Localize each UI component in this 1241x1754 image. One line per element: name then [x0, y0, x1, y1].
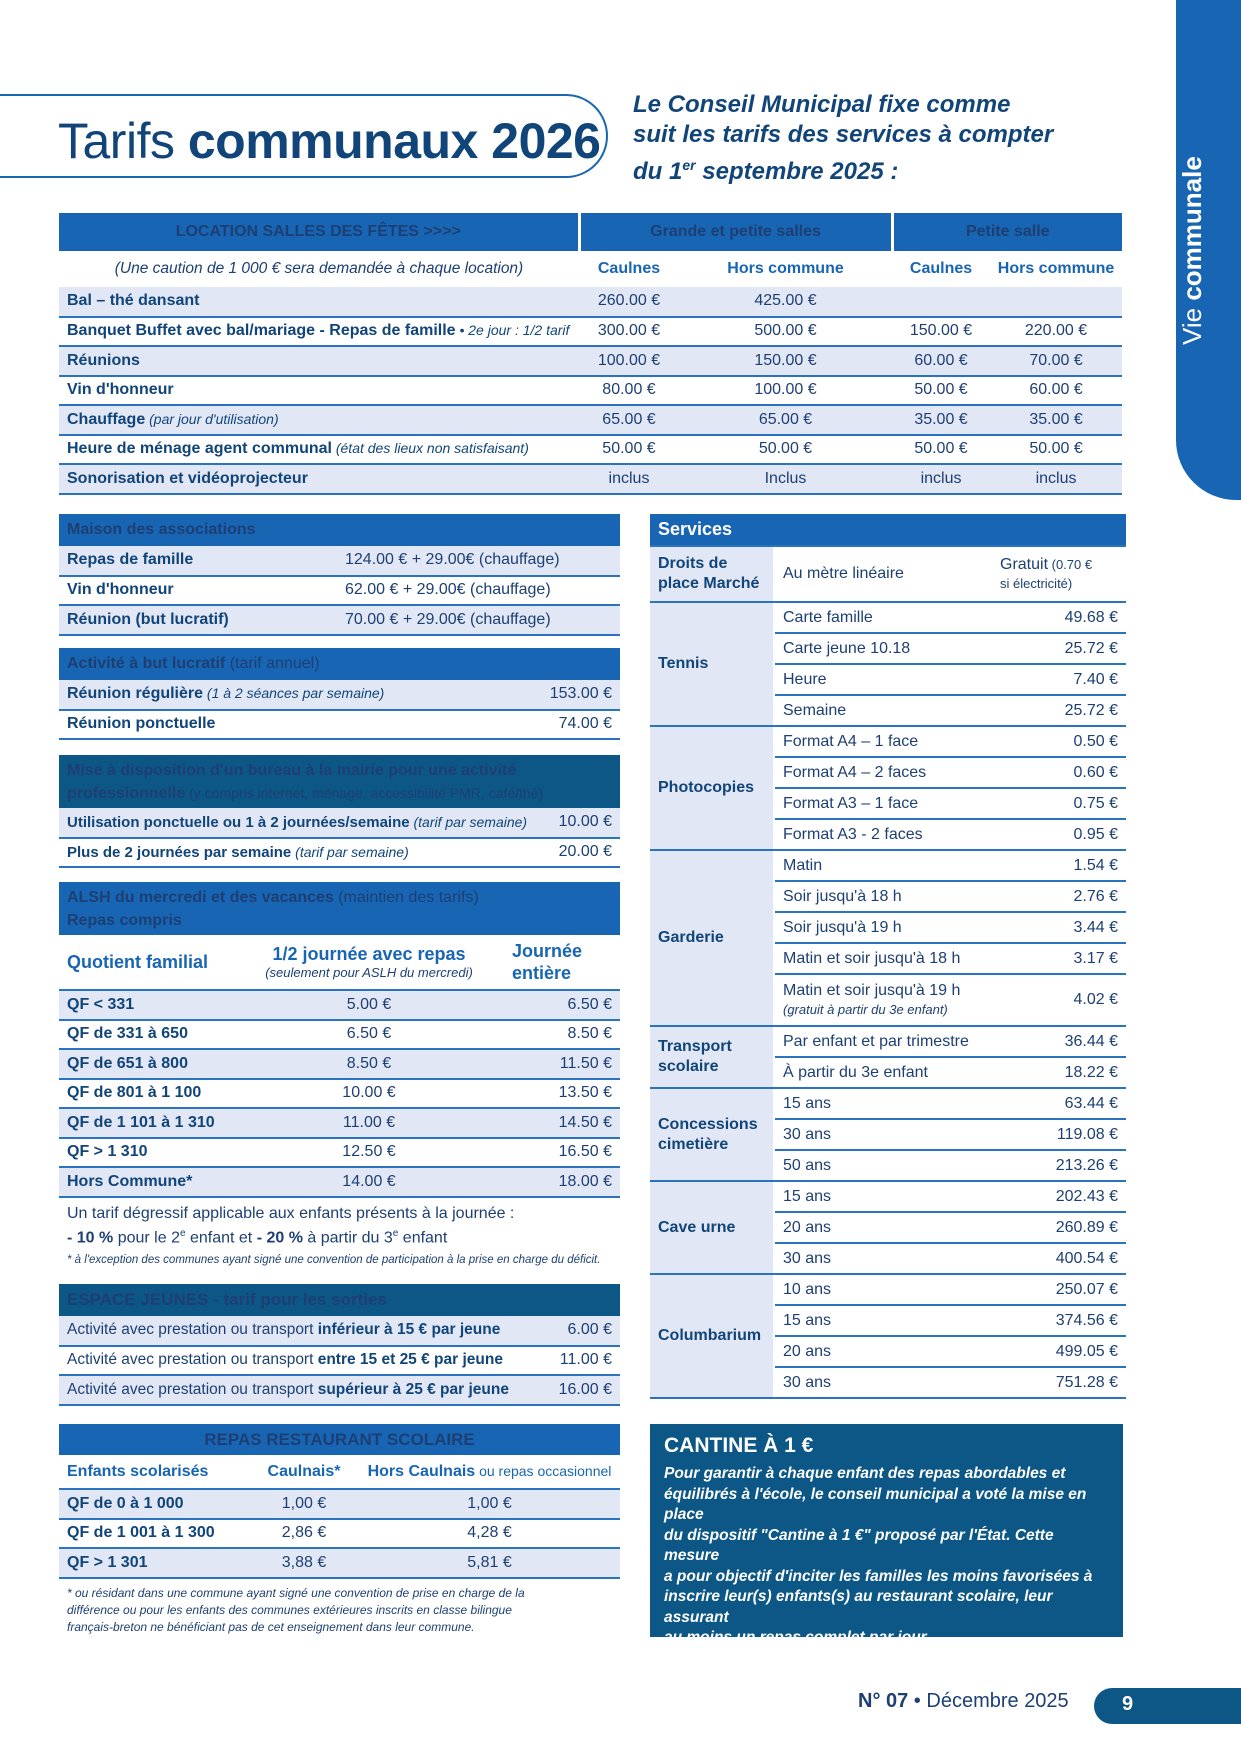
service-label: 30 ans: [774, 1367, 992, 1398]
section-tab-label: Vie communale: [1177, 156, 1207, 345]
maison-label: Réunion (but lucratif): [59, 605, 337, 635]
location-label: Banquet Buffet avec bal/mariage - Repas de famille • 2e jour : 1/2 tarif: [59, 317, 579, 347]
service-price: 49.68 €: [992, 602, 1126, 633]
jeunes-row: [59, 1346, 620, 1376]
cantine-encart: [650, 1424, 1123, 1687]
alsh-demi-price: 10.00 €: [234, 1079, 504, 1109]
location-price: [892, 287, 990, 317]
jeunes-label: Activité avec prestation ou transport entre 15 et 25 € par jeune: [59, 1346, 549, 1376]
alsh-journee-price: 14.50 €: [504, 1108, 620, 1138]
alsh-demi-price: 5.00 €: [234, 990, 504, 1020]
maison-header: Maison des associations: [67, 521, 256, 538]
service-price: 0.75 €: [992, 788, 1126, 819]
location-price: 80.00 €: [579, 376, 679, 406]
col-journee: Journée entière: [504, 935, 620, 990]
cantine-line: équilibrés à l'école, le conseil municipal a voté la mise en place: [664, 1485, 1087, 1523]
location-group-petite: Petite salle: [965, 223, 1050, 240]
service-label: 30 ans: [774, 1119, 992, 1150]
marche-value: Gratuit (0.70 € si électricité): [992, 546, 1126, 602]
location-price: inclus: [579, 464, 679, 494]
page-title: Tarifs communaux 2026: [58, 113, 601, 169]
jeunes-header: ESPACE JEUNES - tarif pour les sorties: [67, 1290, 387, 1309]
location-price: 65.00 €: [579, 405, 679, 435]
bureau-table: [59, 755, 620, 868]
alsh-demi-price: 8.50 €: [234, 1049, 504, 1079]
service-label: 20 ans: [774, 1212, 992, 1243]
restaurant-caulnais-price: 2,86 €: [249, 1519, 359, 1549]
location-price: 35.00 €: [990, 405, 1122, 435]
service-group: Columbarium: [650, 1274, 774, 1398]
caution-note: (Une caution de 1 000 € sera demandée à chaque location): [114, 260, 524, 277]
jeunes-label: Activité avec prestation ou transport inférieur à 15 € par jeune: [59, 1316, 549, 1346]
service-price: 63.44 €: [992, 1088, 1126, 1119]
location-row: [59, 435, 1122, 465]
service-price: 751.28 €: [992, 1367, 1126, 1398]
service-price: 3.17 €: [992, 943, 1126, 974]
bureau-label: Plus de 2 journées par semaine (tarif par semaine): [59, 838, 549, 868]
col-hors-commune: Hors commune: [727, 260, 844, 277]
marche-group: Droits de place Marché: [650, 546, 774, 602]
service-price: 202.43 €: [992, 1181, 1126, 1212]
activite-row: [59, 680, 620, 710]
service-price: 25.72 €: [992, 695, 1126, 726]
service-price: 3.44 €: [992, 912, 1126, 943]
service-price: 374.56 €: [992, 1305, 1126, 1336]
service-label: Heure: [774, 664, 992, 695]
service-group: Cave urne: [650, 1181, 774, 1274]
service-row: [650, 1181, 1126, 1212]
alsh-demi-price: 11.00 €: [234, 1108, 504, 1138]
location-price: 220.00 €: [990, 317, 1122, 347]
service-price: 250.07 €: [992, 1274, 1126, 1305]
location-header: LOCATION SALLES DES FÊTES >>>>: [59, 213, 579, 251]
location-row: [59, 464, 1122, 494]
service-price: 25.72 €: [992, 633, 1126, 664]
service-label: 10 ans: [774, 1274, 992, 1305]
service-group: Transport scolaire: [650, 1026, 774, 1088]
location-price: 50.00 €: [892, 376, 990, 406]
service-label: Matin: [774, 850, 992, 881]
restaurant-hors-price: 1,00 €: [359, 1489, 620, 1519]
maison-row: [59, 576, 620, 606]
alsh-table: [59, 882, 620, 1269]
alsh-row: [59, 1138, 620, 1168]
cantine-title: CANTINE À 1 €: [664, 1434, 814, 1457]
col-enfants: Enfants scolarisés: [59, 1455, 249, 1489]
service-label: Semaine: [774, 695, 992, 726]
alsh-label: QF de 651 à 800: [59, 1049, 234, 1079]
col-hors-caulnais: Hors Caulnais ou repas occasionnel: [359, 1455, 620, 1489]
restaurant-label: QF > 1 301: [59, 1548, 249, 1578]
jeunes-price: 11.00 €: [549, 1346, 620, 1376]
service-label: 15 ans: [774, 1305, 992, 1336]
activite-price: 153.00 €: [529, 680, 620, 710]
location-price: 50.00 €: [579, 435, 679, 465]
location-label: Chauffage (par jour d'utilisation): [59, 405, 579, 435]
service-price: 2.76 €: [992, 881, 1126, 912]
location-label: Heure de ménage agent communal (état des lieux non satisfaisant): [59, 435, 579, 465]
service-label: À partir du 3e enfant: [774, 1057, 992, 1088]
service-label: 15 ans: [774, 1181, 992, 1212]
alsh-journee-price: 8.50 €: [504, 1020, 620, 1050]
restaurant-row: [59, 1519, 620, 1549]
location-price: 100.00 €: [579, 346, 679, 376]
location-price: [990, 287, 1122, 317]
service-label: Format A3 – 1 face: [774, 788, 992, 819]
service-label: Matin et soir jusqu'à 19 h (gratuit à partir du 3e enfant): [774, 974, 992, 1026]
location-price: 300.00 €: [579, 317, 679, 347]
alsh-journee-price: 11.50 €: [504, 1049, 620, 1079]
restaurant-row: [59, 1548, 620, 1578]
section-tab: [1176, 0, 1241, 500]
cantine-line: inscrire leur(s) enfants(s) au restaurant scolaire, leur assurant: [664, 1588, 1053, 1626]
service-row: [650, 726, 1126, 757]
service-price: 7.40 €: [992, 664, 1126, 695]
service-group: Photocopies: [650, 726, 774, 850]
location-price: 260.00 €: [579, 287, 679, 317]
alsh-row: [59, 1020, 620, 1050]
service-label: 30 ans: [774, 1243, 992, 1274]
jeunes-row: [59, 1316, 620, 1346]
location-label: Vin d'honneur: [59, 376, 579, 406]
restaurant-label: QF de 1 001 à 1 300: [59, 1519, 249, 1549]
service-label: 15 ans: [774, 1088, 992, 1119]
alsh-label: QF de 331 à 650: [59, 1020, 234, 1050]
alsh-journee-price: 6.50 €: [504, 990, 620, 1020]
alsh-row: [59, 990, 620, 1020]
cantine-line: a pour objectif d'inciter les familles les moins favorisées à: [664, 1567, 1093, 1585]
location-price: 150.00 €: [892, 317, 990, 347]
footer-issue: N° 07 • Décembre 2025: [858, 1690, 1069, 1712]
location-price: 35.00 €: [892, 405, 990, 435]
col-demi-journee: 1/2 journée avec repas (seulement pour ASLH du mercredi): [234, 935, 504, 990]
alsh-header: ALSH du mercredi et des vacances (maintien des tarifs) Repas compris: [67, 888, 479, 929]
col-caulnes: Caulnes: [597, 260, 661, 277]
bureau-price: 10.00 €: [549, 808, 620, 838]
jeunes-label: Activité avec prestation ou transport supérieur à 25 € par jeune: [59, 1375, 549, 1405]
cantine-line: 4 € par repas au titre de la compensation.: [664, 1670, 969, 1687]
service-label: Format A4 – 2 faces: [774, 757, 992, 788]
activite-table: [59, 648, 620, 740]
alsh-label: Hors Commune*: [59, 1167, 234, 1197]
maison-table: [59, 514, 620, 636]
restaurant-table: [59, 1424, 620, 1636]
alsh-row: [59, 1167, 620, 1197]
service-label: Format A3 - 2 faces: [774, 819, 992, 850]
service-group: Tennis: [650, 602, 774, 726]
alsh-row: [59, 1049, 620, 1079]
restaurant-caulnais-price: 3,88 €: [249, 1548, 359, 1578]
location-group-grande: Grande et petite salles: [579, 213, 892, 251]
alsh-label: QF de 801 à 1 100: [59, 1079, 234, 1109]
service-label: Format A4 – 1 face: [774, 726, 992, 757]
location-label: Bal – thé dansant: [59, 287, 579, 317]
service-price: 119.08 €: [992, 1119, 1126, 1150]
restaurant-hors-price: 5,81 €: [359, 1548, 620, 1578]
alsh-demi-price: 6.50 €: [234, 1020, 504, 1050]
service-group: Concessions cimetière: [650, 1088, 774, 1181]
service-price: 0.95 €: [992, 819, 1126, 850]
location-price: inclus: [990, 464, 1122, 494]
location-price: 50.00 €: [679, 435, 892, 465]
maison-price: 124.00 € + 29.00€ (chauffage): [337, 546, 620, 576]
maison-price: 62.00 € + 29.00€ (chauffage): [337, 576, 620, 606]
activite-label: Réunion ponctuelle: [59, 710, 529, 740]
location-price: 500.00 €: [679, 317, 892, 347]
service-label: Carte jeune 10.18: [774, 633, 992, 664]
location-price: 425.00 €: [679, 287, 892, 317]
service-label: Par enfant et par trimestre: [774, 1026, 992, 1057]
jeunes-table: [59, 1284, 620, 1406]
service-row: [650, 1088, 1126, 1119]
restaurant-header: REPAS RESTAURANT SCOLAIRE: [204, 1429, 475, 1449]
location-row: [59, 376, 1122, 406]
restaurant-hors-price: 4,28 €: [359, 1519, 620, 1549]
service-label: Matin et soir jusqu'à 18 h: [774, 943, 992, 974]
restaurant-label: QF de 0 à 1 000: [59, 1489, 249, 1519]
service-label: Soir jusqu'à 18 h: [774, 881, 992, 912]
cantine-line: La participation de l'Etat va augmenter de 1 €, en passant à: [664, 1649, 1100, 1667]
location-price: 65.00 €: [679, 405, 892, 435]
location-price: 50.00 €: [990, 435, 1122, 465]
maison-row: [59, 605, 620, 635]
alsh-row: [59, 1108, 620, 1138]
alsh-journee-price: 16.50 €: [504, 1138, 620, 1168]
bureau-row: [59, 808, 620, 838]
location-price: 50.00 €: [892, 435, 990, 465]
marche-label: Au mètre linéaire: [774, 546, 992, 602]
activite-row: [59, 710, 620, 740]
maison-label: Vin d'honneur: [59, 576, 337, 606]
col-quotient: Quotient familial: [59, 935, 234, 990]
location-label: Sonorisation et vidéoprojecteur: [59, 464, 579, 494]
location-price: 70.00 €: [990, 346, 1122, 376]
degressif-note: Un tarif dégressif applicable aux enfants présents à la journée : - 10 % pour le 2e enfant et - 20 % à partir du 3e enfant * à l'exception des communes ayant signé une convention de participation à la prise en charge du déficit.: [67, 1204, 601, 1266]
services-table: [650, 514, 1126, 1399]
restaurant-footnote: * ou résidant dans une commune ayant signé une convention de prise en charge de la différence ou pour les enfants des communes extérieures inscrits en classe bilingue français-breton ne bénéficiant pas de cet enseignement dans leur commune.: [67, 1585, 525, 1634]
service-price: 0.50 €: [992, 726, 1126, 757]
service-group: Garderie: [650, 850, 774, 1026]
title-frame: [0, 94, 608, 178]
alsh-journee-price: 13.50 €: [504, 1079, 620, 1109]
location-table: [59, 213, 1122, 495]
cantine-line: Pour garantir à chaque enfant des repas abordables et: [664, 1465, 1066, 1482]
activite-price: 74.00 €: [529, 710, 620, 740]
service-price: 36.44 €: [992, 1026, 1126, 1057]
page-number: 9: [1094, 1688, 1241, 1724]
maison-label: Repas de famille: [59, 546, 337, 576]
jeunes-row: [59, 1375, 620, 1405]
maison-row: [59, 546, 620, 576]
service-label: Carte famille: [774, 602, 992, 633]
jeunes-price: 16.00 €: [549, 1375, 620, 1405]
location-price: 60.00 €: [892, 346, 990, 376]
bureau-price: 20.00 €: [549, 838, 620, 868]
jeunes-price: 6.00 €: [549, 1316, 620, 1346]
service-price: 213.26 €: [992, 1150, 1126, 1181]
restaurant-row: [59, 1489, 620, 1519]
cantine-line: au moins un repas complet par jour.: [664, 1629, 931, 1646]
service-price: 1.54 €: [992, 850, 1126, 881]
location-row: [59, 346, 1122, 376]
alsh-demi-price: 14.00 €: [234, 1167, 504, 1197]
service-row: [650, 602, 1126, 633]
location-price: 100.00 €: [679, 376, 892, 406]
location-price: inclus: [892, 464, 990, 494]
service-row: [650, 1026, 1126, 1057]
service-price: 260.89 €: [992, 1212, 1126, 1243]
alsh-row: [59, 1079, 620, 1109]
alsh-label: QF > 1 310: [59, 1138, 234, 1168]
activite-header: Activité à but lucratif (tarif annuel): [67, 655, 320, 672]
intro-text: Le Conseil Municipal fixe comme suit les tarifs des services à compter du 1er septembre 2025 :: [633, 91, 1054, 185]
bureau-row: [59, 838, 620, 868]
location-price: Inclus: [679, 464, 892, 494]
services-header: Services: [650, 514, 1126, 546]
maison-price: 70.00 € + 29.00€ (chauffage): [337, 605, 620, 635]
service-label: Soir jusqu'à 19 h: [774, 912, 992, 943]
service-price: 0.60 €: [992, 757, 1126, 788]
location-price: 60.00 €: [990, 376, 1122, 406]
restaurant-caulnais-price: 1,00 €: [249, 1489, 359, 1519]
cantine-text: [664, 1464, 1109, 1690]
location-price: 150.00 €: [679, 346, 892, 376]
service-row: [650, 1274, 1126, 1305]
alsh-label: QF < 331: [59, 990, 234, 1020]
cantine-line: du dispositif "Cantine à 1 €" proposé par l'État. Cette mesure: [664, 1526, 1054, 1564]
alsh-journee-price: 18.00 €: [504, 1167, 620, 1197]
col-caulnais: Caulnais*: [249, 1455, 359, 1489]
location-row: [59, 405, 1122, 435]
bureau-label: Utilisation ponctuelle ou 1 à 2 journées/semaine (tarif par semaine): [59, 808, 549, 838]
service-label: 20 ans: [774, 1336, 992, 1367]
service-row: [650, 850, 1126, 881]
service-price: 4.02 €: [992, 974, 1126, 1026]
bureau-header: Mise à disposition d'un bureau à la mairie pour une activité professionnelle (y compris internet, ménage, accessibilité PMR, café/thé): [67, 761, 544, 802]
alsh-demi-price: 12.50 €: [234, 1138, 504, 1168]
alsh-label: QF de 1 101 à 1 310: [59, 1108, 234, 1138]
location-label: Réunions: [59, 346, 579, 376]
col-caulnes: Caulnes: [909, 260, 973, 277]
location-row: [59, 317, 1122, 347]
service-price: 499.05 €: [992, 1336, 1126, 1367]
activite-label: Réunion régulière (1 à 2 séances par semaine): [59, 680, 529, 710]
col-hors-commune: Hors commune: [997, 260, 1115, 277]
location-row: [59, 287, 1122, 317]
service-price: 18.22 €: [992, 1057, 1126, 1088]
service-price: 400.54 €: [992, 1243, 1126, 1274]
service-label: 50 ans: [774, 1150, 992, 1181]
